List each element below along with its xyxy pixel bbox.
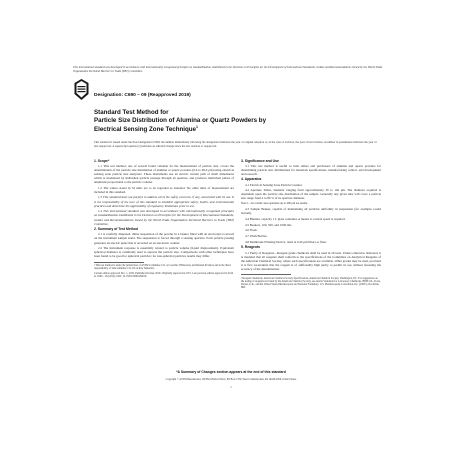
paragraph-4-4: 4.4 Blender, capacity 1 L glass container. A means to control speed is required.: [245, 217, 346, 221]
paragraph-4-3: 4.3 Sample Beaker, capable of maintaining all particles uniformly in suspension (for example, round bottom).: [241, 207, 381, 216]
paragraph-2-1: 2.1 A carefully dispersed, dilute suspension of the powder in a beaker filled with an electrolyte is placed on the instrument sample stand. The suspension is forced through a sensing aperture. Each particle passing generates an electric pulse that is recorded on an electronic counter.: [94, 232, 234, 245]
paragraph-4-2: 4.2 Aperture Tubes, diameter ranging from approximately 30 to 140 μm. The diameter required is dependent upon the particle size distribution of the sample. Generally any given tube will cover a particle size range from 2 to 80 % of its aperture diameter.: [241, 188, 381, 201]
footnote-2: ² Reagent Chemicals, American Chemical Society Specifications, American Chemical Society, Washington, DC. For suggestions on the testing of reagents not listed by the American Chemical Society, see Analar Standards for Laboratory Chemicals, BDH Ltd., Poole, Dorset, U.K., and the United States Pharmacopeia and National Formulary, U.S. Pharmacopeial Convention, Inc. (USPC), Rockville, MD.: [241, 276, 381, 290]
apparatus-heading: 4. Apparatus: [241, 177, 262, 182]
copyright-line: Copyright © ASTM International, 100 Barr Harbor Drive, PO Box C700, West Conshohocken, PA 19428-2959. United States: [165, 378, 297, 381]
footnote-rule: [94, 262, 144, 263]
paragraph-4-1: 4.1 Electrical Sensing Zone Particle Counter.: [245, 182, 303, 187]
paragraph-1-4: 1.4 This international standard was developed in accordance with internationally recognized principles on standardization established in the Decision on Principles for the Development of International Standards, Guides and Recommendations issued by the World Trade Organization Technical Barriers to Trade (TBT) Committee.: [94, 209, 234, 226]
scope-heading: 1. Scope*: [94, 158, 110, 163]
note-1: Note 1—In certain cases apertures up to 400 μm are usable.: [241, 202, 308, 206]
document-title: [94, 109, 376, 134]
paragraph-3-1: 3.1 This test method is useful to both sellers and purchasers of alumina and quartz powders for determining particle size distributions for materials specifications, manufacturing control, and development and research.: [241, 163, 381, 176]
paragraph-1-3: 1.3 This standard does not purport to address all of the safety concerns, if any, associated with its use. It is the responsibility of the user of this standard to establish appropriate safety, health, and environmental practices and determine the applicability of regulatory limitations prior to use.: [94, 195, 234, 208]
paragraph-4-8: 4.8 Membrane Filtering Device, rated at 0.45 μm filters or finer.: [245, 239, 327, 244]
standard-issue-note: This standard is issued under the fixed designation C690; the number immediately following the designation indicates the year of original adoption or, in the case of revision, the year of last revision. A number in parentheses indicates the year of last reapproval. A superscript epsilon (ε) indicates an editorial change since the last revision or reapproval.: [94, 141, 377, 148]
title-line-3: [94, 124, 376, 134]
footnote-rule-right: [241, 274, 291, 275]
significance-heading: 3. Significance and Use: [241, 158, 279, 163]
reagents-heading: 5. Reagents: [241, 245, 261, 250]
right-column: [241, 157, 381, 379]
paragraph-4-7: 4.7 Wash Bottles.: [245, 234, 268, 239]
paragraph-1-1: 1.1 This test method, one of several found valuable for the measurement of particle size, covers the determination of the particle size distribution of alumina or quartz powders (0.6 to 90.0 μm) using electrical sensing zone particle size analyzers. These instruments use an electric current path of small dimensions which is modulated by individual particle passage through an aperture, and produces individual pulses of amplitude proportional to the particle volume.: [94, 163, 234, 184]
summary-heading: 2. Summary of Test Method: [94, 227, 139, 232]
page-number: 1: [230, 385, 232, 389]
summary-of-changes-notice: *A Summary of Changes section appears at the end of this standard: [176, 370, 286, 374]
left-column: [94, 157, 234, 379]
paragraph-4-6: 4.6 Flask.: [245, 228, 258, 233]
astm-logo: [73, 78, 90, 101]
document-page: [73, 66, 389, 393]
title-line-2: Particle Size Distribution of Alumina or Quartz Powders by: [94, 116, 267, 124]
wto-notice: This international standard was developed in accordance with internationally recognized principles on standardization established in the Decision on Principles for the Development of International Standards, Guides and Recommendations issued by the World Trade Organization Technical Barriers to Trade (TBT) Committee.: [73, 66, 383, 73]
title-footnote-marker: 1: [196, 125, 198, 130]
title-line-1: Standard Test Method for: [94, 109, 169, 116]
footnote-1-edition: Current edition approved Dec. 1, 2019. Published October 2019. Originally approved in 1971. Last previous edition approved in 2014 as C690 – 09 (2014). DOI: 10.1520/C0690-09R19.: [94, 271, 234, 278]
paragraph-4-5: 4.5 Beakers, 100, 500, and 1000 mL.: [245, 222, 293, 227]
designation: Designation: C690 – 09 (Reapproved 2019): [94, 93, 191, 98]
paragraph-1-2: 1.2 The values stated in SI units are to be regarded as standard. No other units of measurement are included in this standard.: [94, 185, 234, 194]
paragraph-2-2: 2.2 The instrument response is essentially related to particle volume (liquid displacement). Equivalent spherical diameter is commonly used to express the particle size. Comparisons with other techniques have been found to be good for spherical particles; for non-spherical particles results may differ.: [94, 246, 234, 259]
title-line-3-text: Electrical Sensing Zone Technique: [94, 126, 197, 134]
footnote-1: ¹ This test method is under the jurisdiction of ASTM Committee C21 on Ceramic Whitewares and Related Products and is the direct responsibility of Subcommittee C21.04 on Raw Materials.: [94, 264, 232, 271]
paragraph-5-1: 5.1 Purity of Reagents—Reagent grade chemicals shall be used in all tests. Unless otherwise indicated, it is intended that all reagents shall conform to the specifications of the Committee on Analytical Reagents of the American Chemical Society, where such specifications are available. Other grades may be used, provided it is first ascertained that the reagent is of sufficiently high purity to permit its use without lessening the accuracy of the determination.: [241, 250, 381, 271]
